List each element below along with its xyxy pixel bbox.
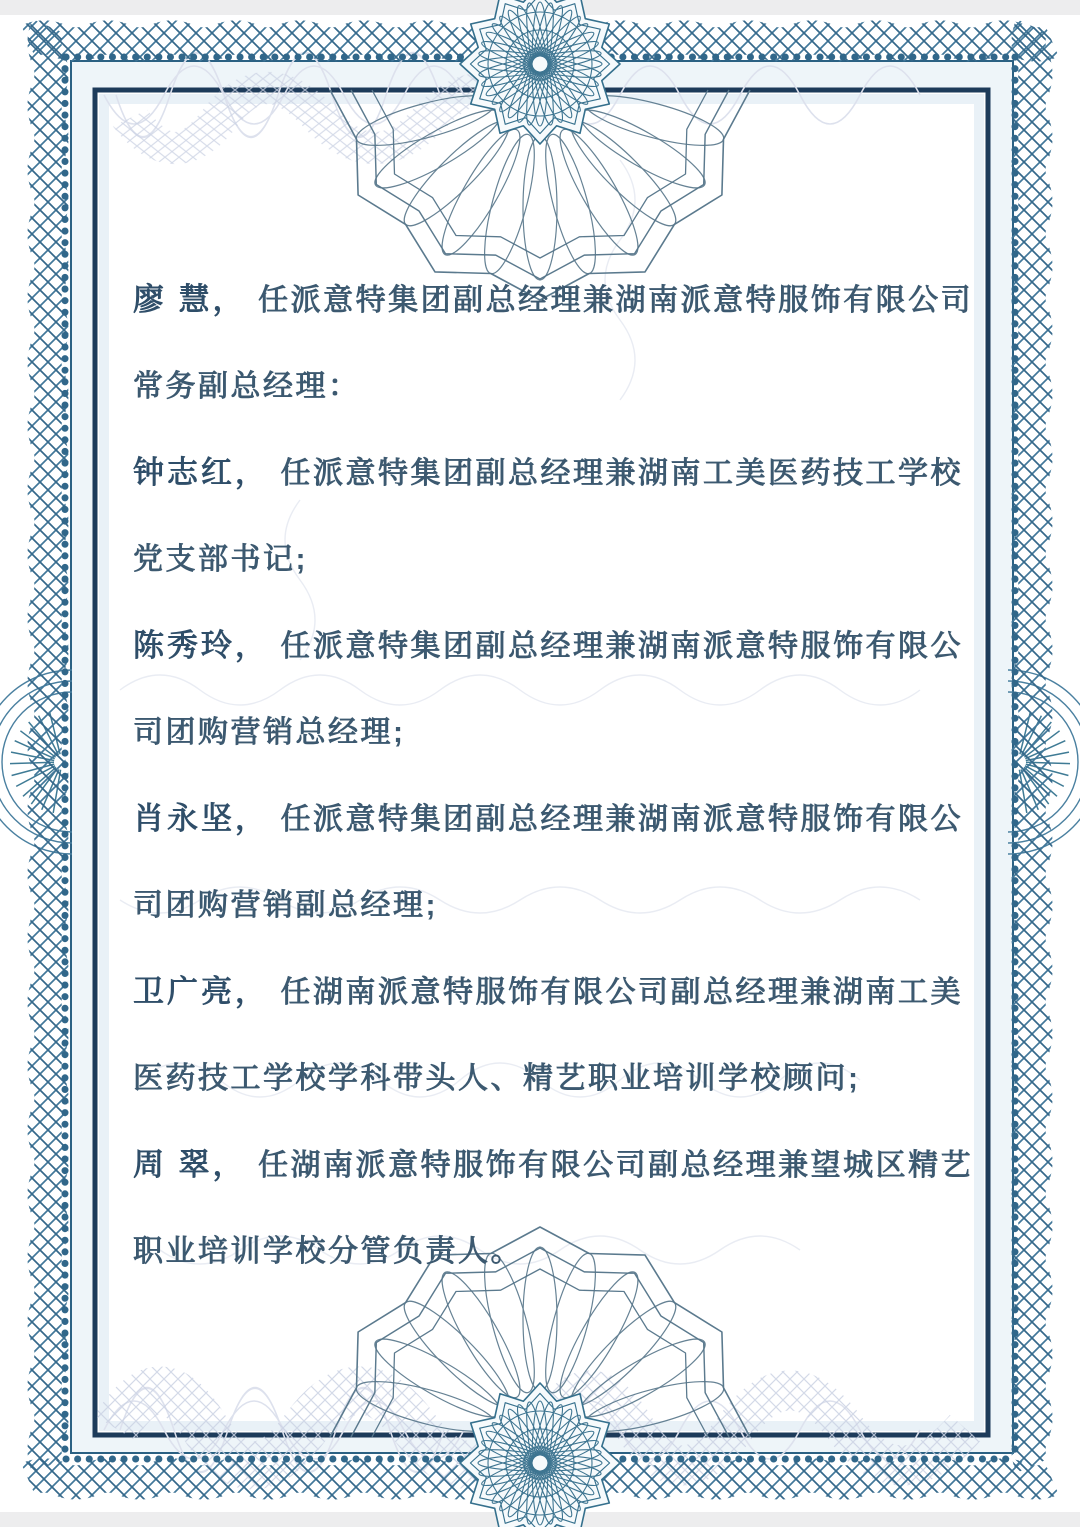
appointment-entry-2-line-1	[133, 430, 973, 517]
name-comma: ，	[212, 284, 246, 317]
name-comma: ，	[235, 803, 268, 836]
appointment-entry-6-line-1	[133, 1122, 973, 1209]
appointments-text	[133, 257, 973, 1295]
appointment-text: 常务副总经理：	[133, 369, 361, 403]
name-comma: ，	[235, 976, 268, 1009]
appointment-text: 任派意特集团副总经理兼湖南派意特服饰有限公	[280, 803, 963, 836]
person-name: 周 翠	[133, 1147, 213, 1182]
appointment-text: 任派意特集团副总经理兼湖南派意特服饰有限公	[280, 630, 963, 663]
appointment-entry-5-line-1	[133, 949, 973, 1036]
appointment-text: 任湖南派意特服饰有限公司副总经理兼湖南工美	[280, 976, 963, 1009]
name-comma: ，	[235, 630, 268, 663]
appointment-text: 医药技工学校学科带头人、精艺职业培训学校顾问;	[133, 1061, 861, 1095]
appointment-text: 党支部书记;	[133, 542, 308, 576]
appointment-text: 职业培训学校分管负责人。	[133, 1234, 523, 1268]
appointment-entry-1-line-2	[133, 344, 973, 431]
person-name: 肖永坚	[133, 801, 235, 836]
appointment-text: 司团购营销总经理;	[133, 715, 406, 749]
appointment-entry-4-line-2	[133, 863, 973, 950]
appointment-entry-2-line-2	[133, 517, 973, 604]
appointment-entry-3-line-1	[133, 603, 973, 690]
name-comma: ，	[212, 1149, 246, 1182]
appointment-text: 任派意特集团副总经理兼湖南工美医药技工学校	[280, 457, 963, 490]
appointment-text: 任湖南派意特服饰有限公司副总经理兼望城区精艺	[258, 1149, 974, 1182]
person-name: 钟志红	[133, 455, 235, 490]
appointment-entry-1-line-1	[133, 257, 973, 344]
appointment-text: 任派意特集团副总经理兼湖南派意特服饰有限公司	[258, 284, 974, 317]
person-name: 廖 慧	[133, 282, 213, 317]
appointment-entry-5-line-2	[133, 1036, 973, 1123]
person-name: 卫广亮	[133, 974, 235, 1009]
appointment-entry-6-line-2	[133, 1209, 973, 1296]
name-comma: ，	[235, 457, 268, 490]
appointment-entry-4-line-1	[133, 776, 973, 863]
appointment-text: 司团购营销副总经理;	[133, 888, 438, 922]
person-name: 陈秀玲	[133, 628, 235, 663]
appointment-entry-3-line-2	[133, 690, 973, 777]
